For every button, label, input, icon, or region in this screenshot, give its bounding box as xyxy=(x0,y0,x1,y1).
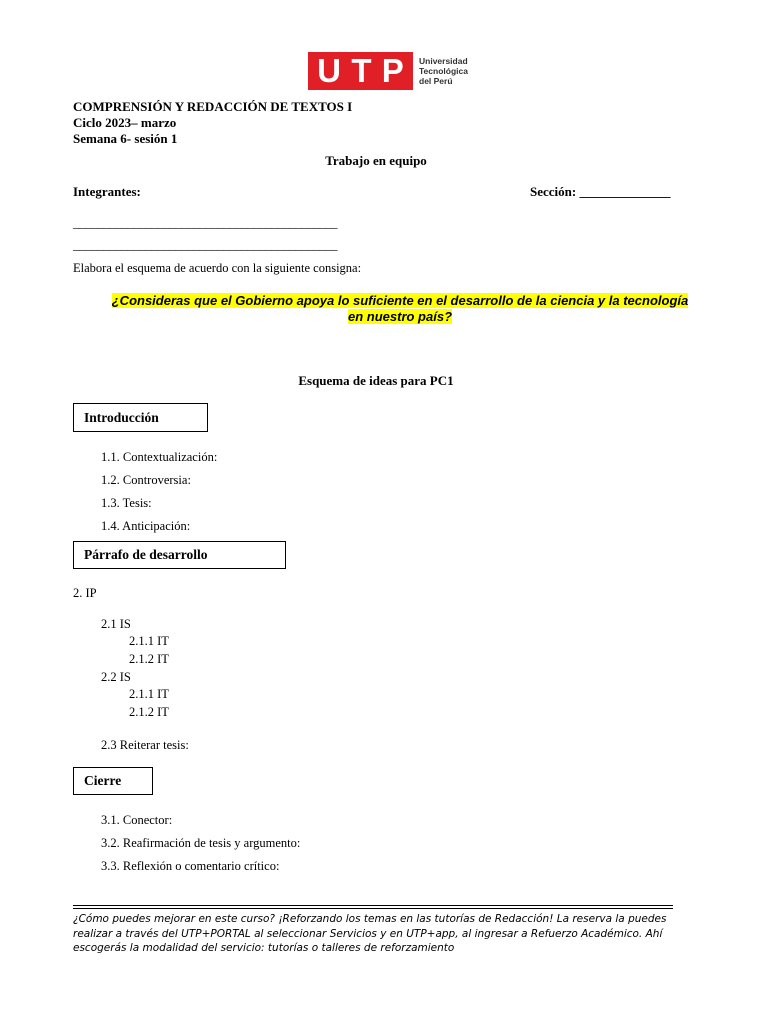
development-tertiary-idea: 2.1.2 IT xyxy=(129,705,169,719)
cycle-label: Ciclo 2023– marzo xyxy=(73,115,177,130)
utp-logo-text xyxy=(419,56,468,86)
development-heading: Párrafo de desarrollo xyxy=(84,547,208,562)
intro-item: 1.2. Controversia: xyxy=(101,473,191,487)
footer-divider xyxy=(73,908,673,909)
footer-note: ¿Cómo puedes mejorar en este curso? ¡Reforzando los temas en las tutorías de Redacción! La reserva la puedes realizar a través del UTP+PORTAL al seleccionar Servicios y en UTP+app, al ingresar a Refuerzo Académico. Ahí escogerás la modalidad del servicio: tutorías o talleres de reforzamiento xyxy=(73,913,667,954)
development-sub-idea: 2.2 IS xyxy=(101,670,131,684)
member-blank-line: ____________________________________________ xyxy=(73,237,337,252)
footer-divider xyxy=(73,905,673,906)
closing-heading: Cierre xyxy=(84,773,122,788)
question-text: ¿Consideras que el Gobierno apoya lo suficiente en el desarrollo de la ciencia y la tecnología en nuestro país? xyxy=(111,293,689,324)
document-title: Trabajo en equipo xyxy=(325,153,427,168)
instruction-text: Elabora el esquema de acuerdo con la siguiente consigna: xyxy=(73,261,362,275)
intro-item: 1.1. Contextualización: xyxy=(101,450,218,464)
closing-item: 3.1. Conector: xyxy=(101,813,173,827)
logo-text-line: del Perú xyxy=(419,76,453,86)
members-label: Integrantes: xyxy=(73,184,141,199)
course-title: COMPRENSIÓN Y REDACCIÓN DE TEXTOS I xyxy=(73,99,353,114)
logo-letter-u: U xyxy=(317,52,341,89)
member-blank-line: ____________________________________________ xyxy=(73,215,337,230)
development-sub-idea: 2.1 IS xyxy=(101,617,131,631)
intro-heading: Introducción xyxy=(84,409,159,425)
section-label: Sección: ______________ xyxy=(530,184,671,199)
development-reiterate: 2.3 Reiterar tesis: xyxy=(101,738,189,752)
development-tertiary-idea: 2.1.1 IT xyxy=(129,634,169,648)
logo-text-line: Tecnológica xyxy=(419,66,468,76)
logo-letter-t: T xyxy=(351,52,372,89)
intro-item: 1.3. Tesis: xyxy=(101,496,152,510)
scheme-title: Esquema de ideas para PC1 xyxy=(298,373,454,388)
development-heading-box xyxy=(73,541,286,569)
intro-item: 1.4. Anticipación: xyxy=(101,519,191,533)
development-main-idea: 2. IP xyxy=(73,586,97,600)
logo-letter-p: P xyxy=(381,52,404,89)
closing-item: 3.3. Reflexión o comentario crítico: xyxy=(101,859,280,873)
closing-item: 3.2. Reafirmación de tesis y argumento: xyxy=(101,836,301,850)
development-tertiary-idea: 2.1.2 IT xyxy=(129,652,169,666)
development-tertiary-idea: 2.1.1 IT xyxy=(129,687,169,701)
logo-text-line: Universidad xyxy=(419,56,468,66)
week-label: Semana 6- sesión 1 xyxy=(73,131,178,146)
intro-heading-box xyxy=(73,403,208,432)
utp-logo-mark xyxy=(308,52,413,90)
utp-logo xyxy=(308,52,468,90)
closing-heading-box xyxy=(73,767,153,795)
question-highlight xyxy=(110,293,690,325)
